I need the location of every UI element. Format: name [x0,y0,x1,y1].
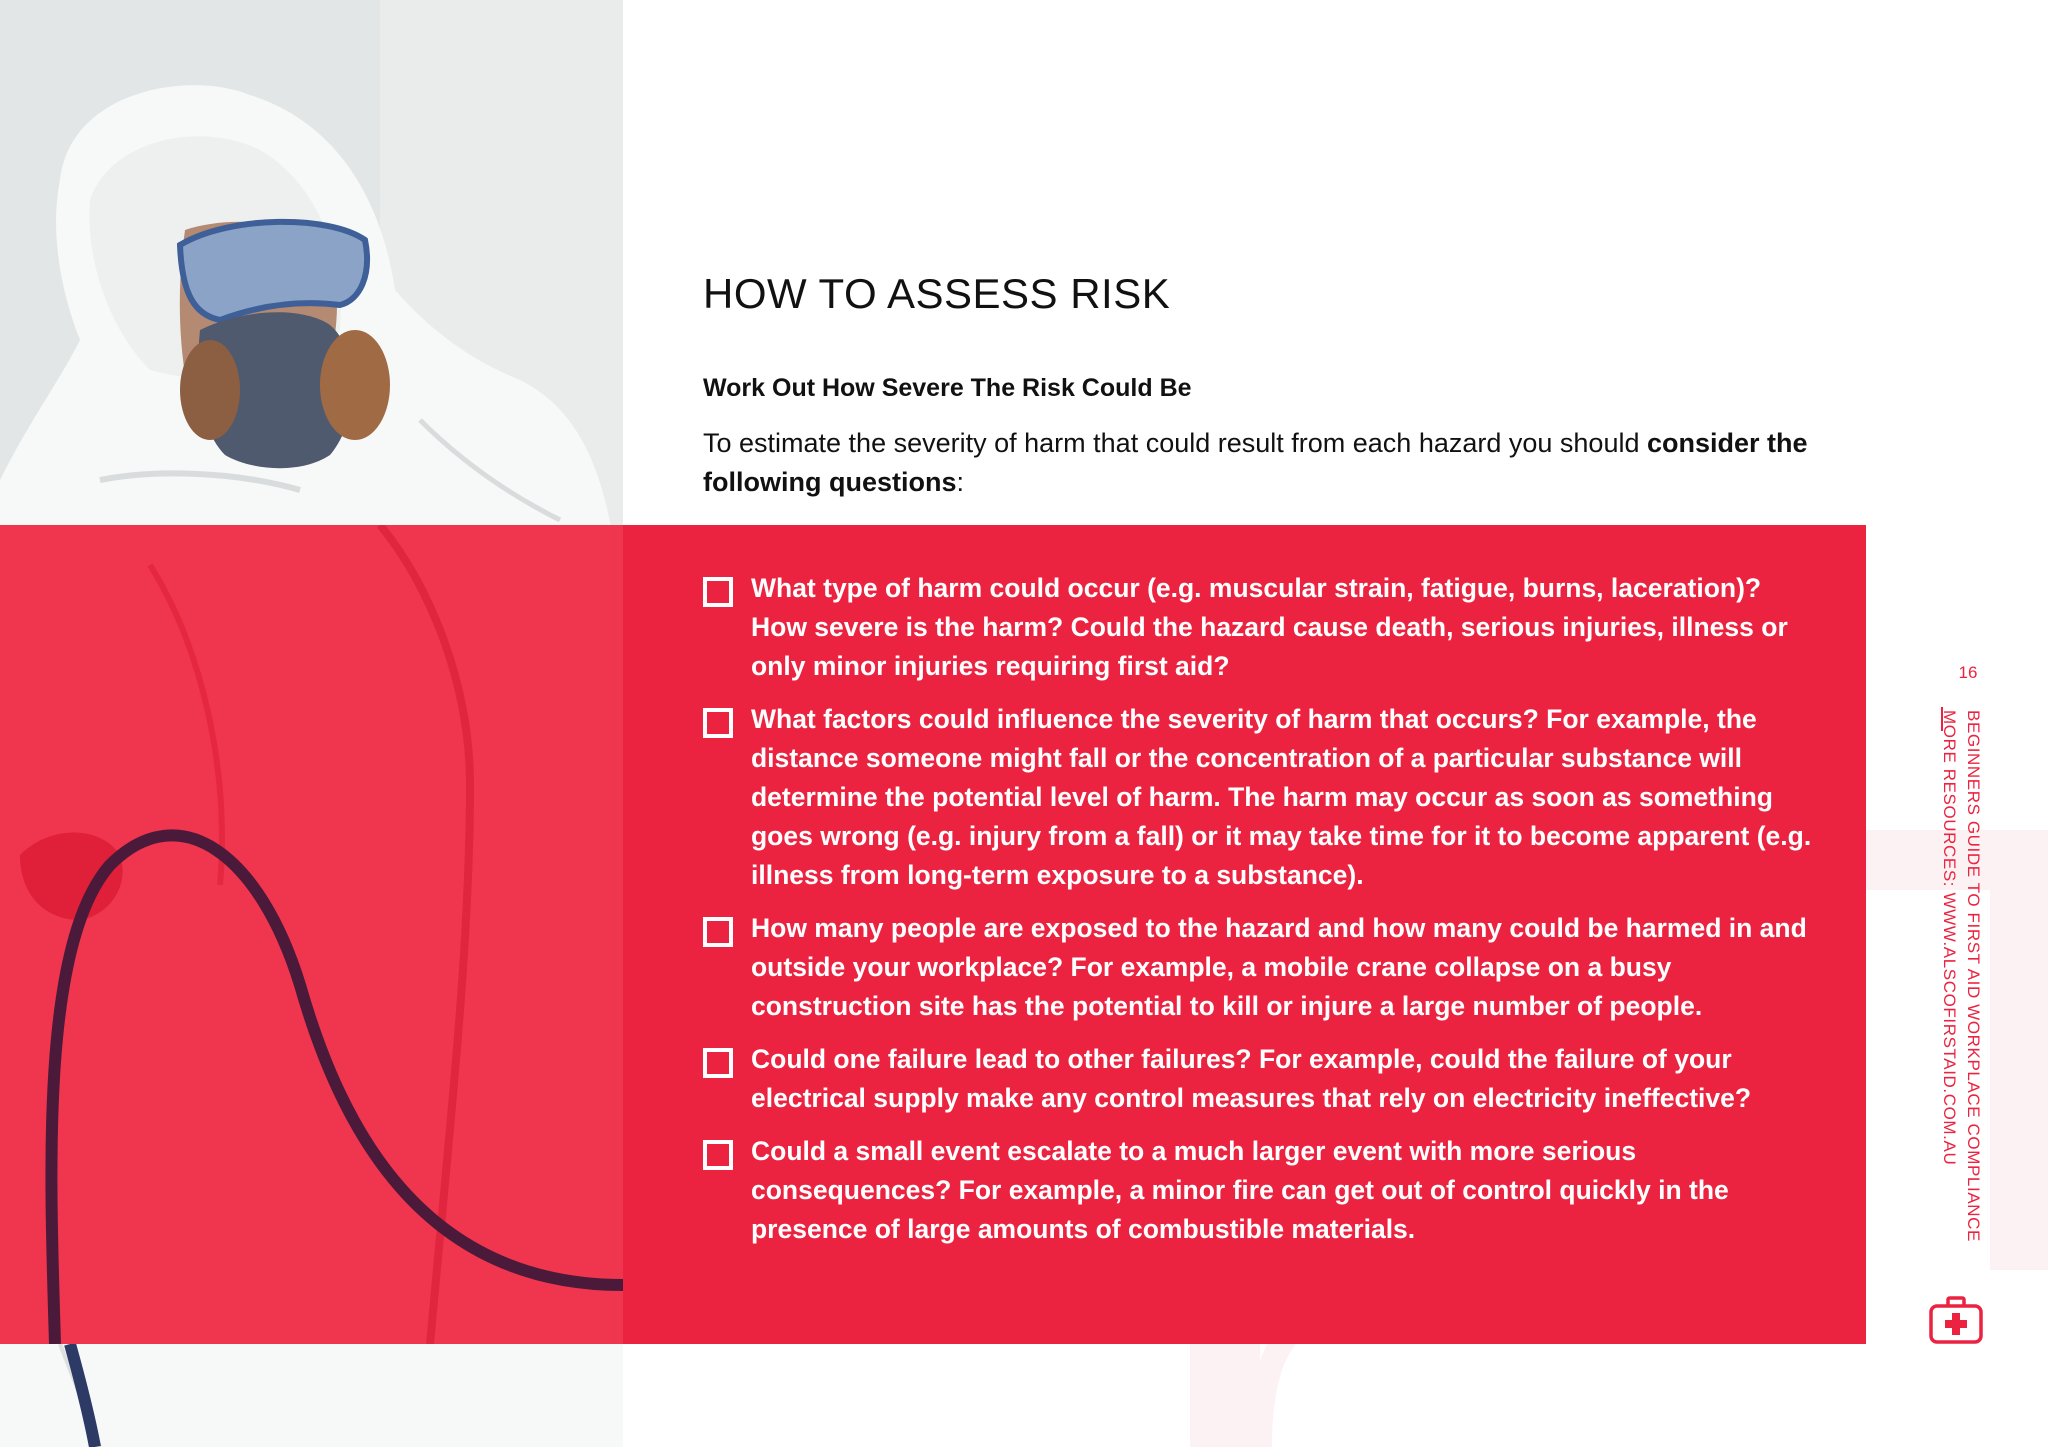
checkbox-icon[interactable] [703,917,733,947]
section-subheading: Work Out How Severe The Risk Could Be [703,374,1192,402]
intro-bold-text: consider the following questions [703,428,1808,497]
footer-resources-link[interactable]: MORE RESOURCES: WWW.ALSCOFIRSTAID.COM.AU [1940,710,1959,1166]
intro-end: : [956,467,964,497]
checklist-item-text: Could one failure lead to other failures? For example, could the failure of your electrical supply make any control measures that rely on electricity ineffective? [751,1044,1752,1113]
checkbox-icon[interactable] [703,1048,733,1078]
checklist-item-text: How many people are exposed to the hazard and how many could be harmed in and outside your workplace? For example, a mobile crane collapse on a busy construction site has the potential to kill or injure a large number of people. [751,913,1807,1021]
checklist-item [703,1040,1823,1118]
vertical-footer [1937,710,1985,1270]
checklist-item [703,1132,1823,1249]
risk-questions-checklist [703,569,1823,1263]
checklist-item-text: What type of harm could occur (e.g. muscular strain, fatigue, burns, laceration)? How severe is the harm? Could the hazard cause death, serious injuries, illness or only minor injuries requiring first aid? [751,573,1788,681]
footer-guide-title: BEGINNERS GUIDE TO FIRST AID WORKPLACE COMPLIANCE [1964,710,1983,1242]
tinted-photo-section [0,525,623,1344]
page-title: HOW TO ASSESS RISK [703,270,1171,317]
page-number: 16 [1958,663,1978,682]
checklist-item-text: Could a small event escalate to a much larger event with more serious consequences? For example, a minor fire can get out of control quickly in the presence of large amounts of combustible materials. [751,1136,1729,1244]
checkbox-icon[interactable] [703,1140,733,1170]
checklist-item [703,909,1823,1026]
intro-text: To estimate the severity of harm that could result from each hazard you should [703,428,1647,458]
checkbox-icon[interactable] [703,577,733,607]
checklist-item-text: What factors could influence the severity of harm that occurs? For example, the distance someone might fall or the concentration of a particular substance will determine the potential level of harm. The harm may occur as soon as something goes wrong (e.g. injury from a fall) or it may take time for it to become apparent (e.g. illness from long-term exposure to a substance). [751,704,1812,890]
checklist-item [703,700,1823,895]
checkbox-icon[interactable] [703,708,733,738]
checklist-item [703,569,1823,686]
tinted-suit-illustration [0,525,623,1344]
intro-paragraph [703,424,1823,502]
first-aid-kit-icon [1929,1296,1983,1344]
